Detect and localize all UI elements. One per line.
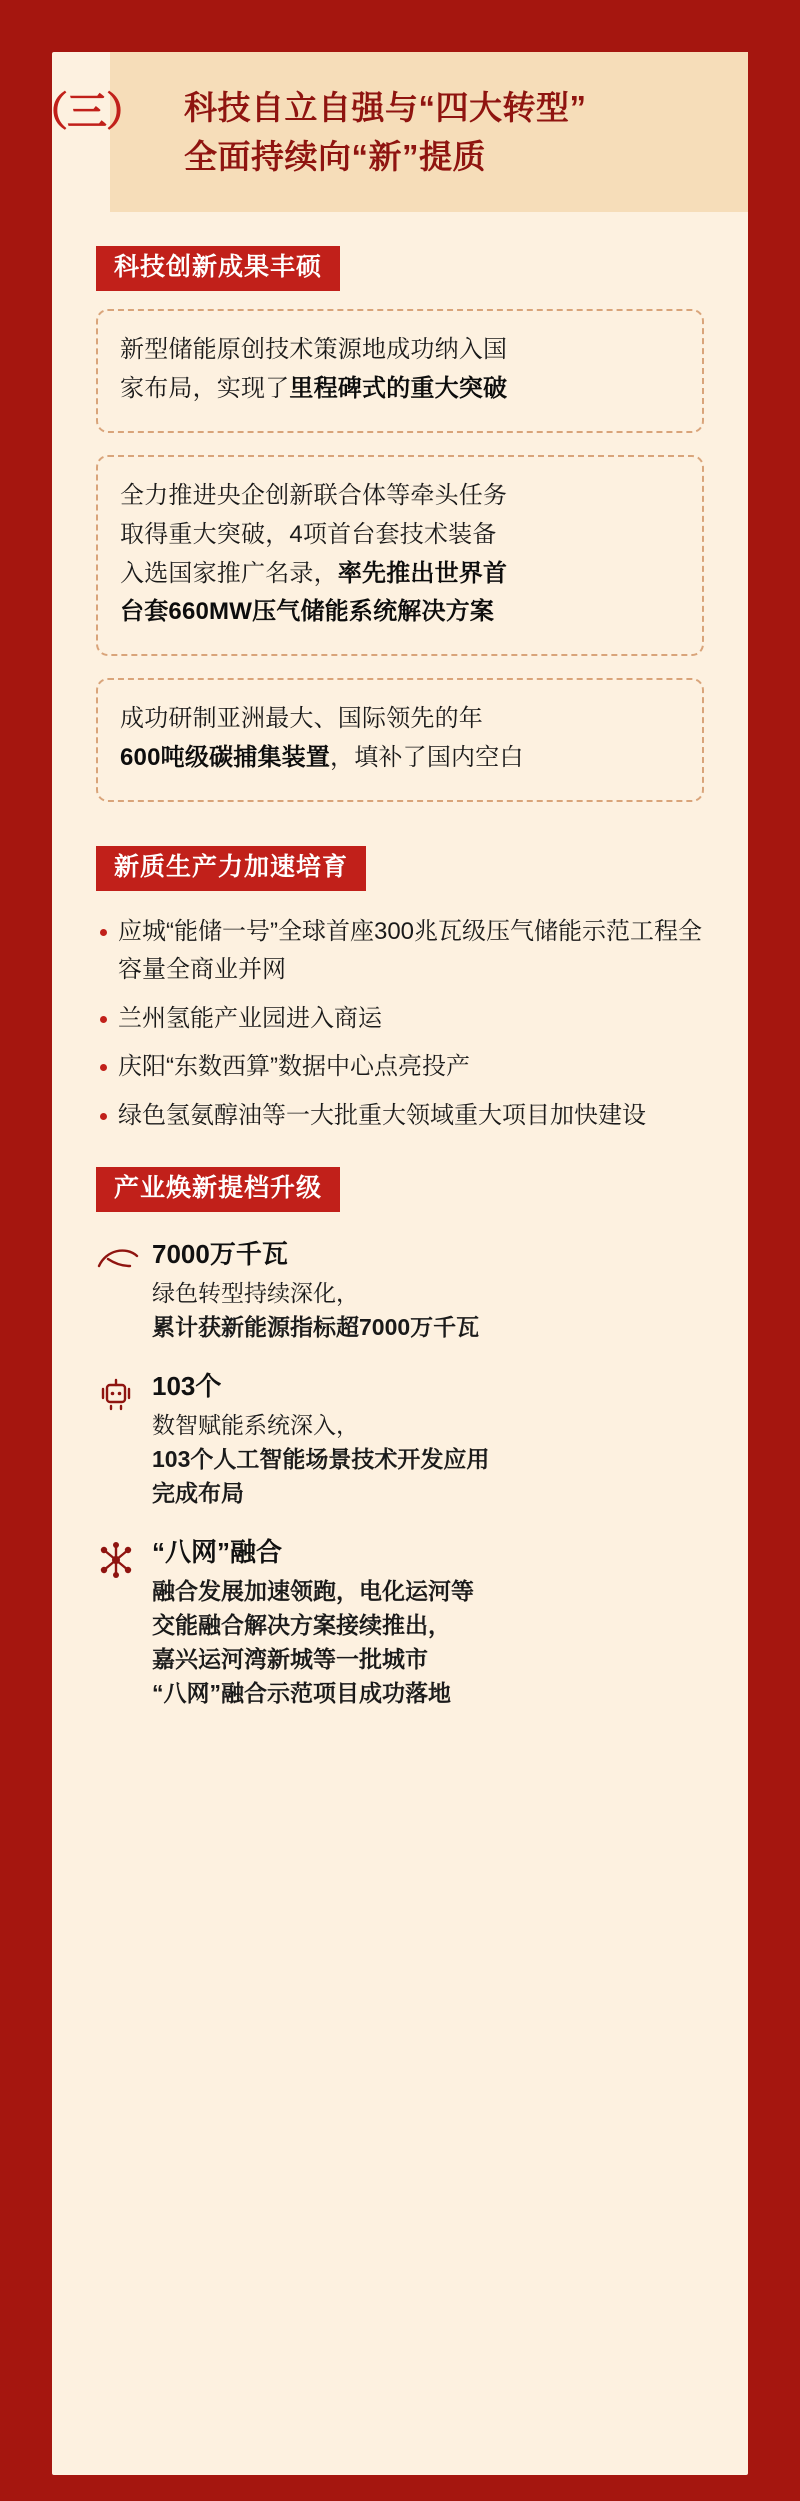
robot-icon <box>96 1370 152 1419</box>
wind-turbine-icon <box>96 1238 152 1283</box>
stat-line: 融合发展加速领跑，电化运河等 <box>152 1577 474 1604</box>
stat-line: 数智赋能系统深入， <box>152 1411 359 1438</box>
productivity-bullet-list <box>96 913 704 1135</box>
list-item: 庆阳“东数西算”数据中心点亮投产 <box>96 1048 704 1086</box>
stat-heading: 7000万千瓦 <box>152 1238 288 1269</box>
network-nodes-icon <box>96 1536 152 1585</box>
section-tag-industry-upgrade: 产业焕新提档升级 <box>96 1167 340 1212</box>
card-energy-storage <box>96 309 704 433</box>
stat-line: 交能融合解决方案接续推出， <box>152 1611 451 1638</box>
stat-line: “八网”融合示范项目成功落地 <box>152 1679 451 1706</box>
main-content <box>52 212 748 1776</box>
list-item: 绿色氢氨醇油等一大批重大领域重大项目加快建设 <box>96 1097 704 1135</box>
card-line: 全力推进央企创新联合体等牵头任务 <box>120 481 508 509</box>
section-tag-innovation: 科技创新成果丰硕 <box>96 246 340 291</box>
list-item: 兰州氢能产业园进入商运 <box>96 1000 704 1038</box>
card-carbon-capture <box>96 678 704 802</box>
page-title-line1: 科技自立自强与“四大转型” <box>184 88 587 126</box>
page-title-line2: 全面持续向“新”提质 <box>184 138 486 175</box>
card-line: 成功研制亚洲最大、国际领先的年 <box>120 705 483 733</box>
stat-body <box>152 1238 704 1344</box>
section-number: （三） <box>28 90 145 134</box>
section-header <box>28 52 748 212</box>
stat-line: 嘉兴运河湾新城等一批城市 <box>152 1645 428 1672</box>
section-tag-productivity: 新质生产力加速培育 <box>96 846 366 891</box>
card-line: 新型储能原创技术策源地成功纳入国 <box>120 336 508 363</box>
card-line: 台套660MW压气储能系统解决方案 <box>120 598 495 626</box>
card-line: 取得重大突破，4项首台套技术装备 <box>120 520 497 548</box>
stat-body <box>152 1536 704 1710</box>
stat-block-ai-scenarios <box>96 1370 704 1510</box>
stat-body <box>152 1370 704 1510</box>
stat-line: 完成布局 <box>152 1479 244 1506</box>
stat-block-renewable <box>96 1238 704 1344</box>
card-line: 家布局，实现了里程碑式的重大突破 <box>120 374 508 402</box>
stat-line: 103个人工智能场景技术开发应用 <box>152 1445 490 1472</box>
page-title <box>184 83 587 182</box>
stat-heading: 103个 <box>152 1370 222 1401</box>
card-line: 600吨级碳捕集装置，填补了国内空白 <box>120 744 524 772</box>
list-item: 应城“能储一号”全球首座300兆瓦级压气储能示范工程全容量全商业并网 <box>96 913 704 990</box>
card-joint-innovation <box>96 455 704 657</box>
stat-line: 累计获新能源指标超7000万千瓦 <box>152 1313 480 1340</box>
stat-block-eight-networks <box>96 1536 704 1710</box>
stat-heading: “八网”融合 <box>152 1536 283 1567</box>
card-line: 入选国家推广名录，率先推出世界首 <box>120 559 508 587</box>
stat-line: 绿色转型持续深化， <box>152 1279 359 1306</box>
